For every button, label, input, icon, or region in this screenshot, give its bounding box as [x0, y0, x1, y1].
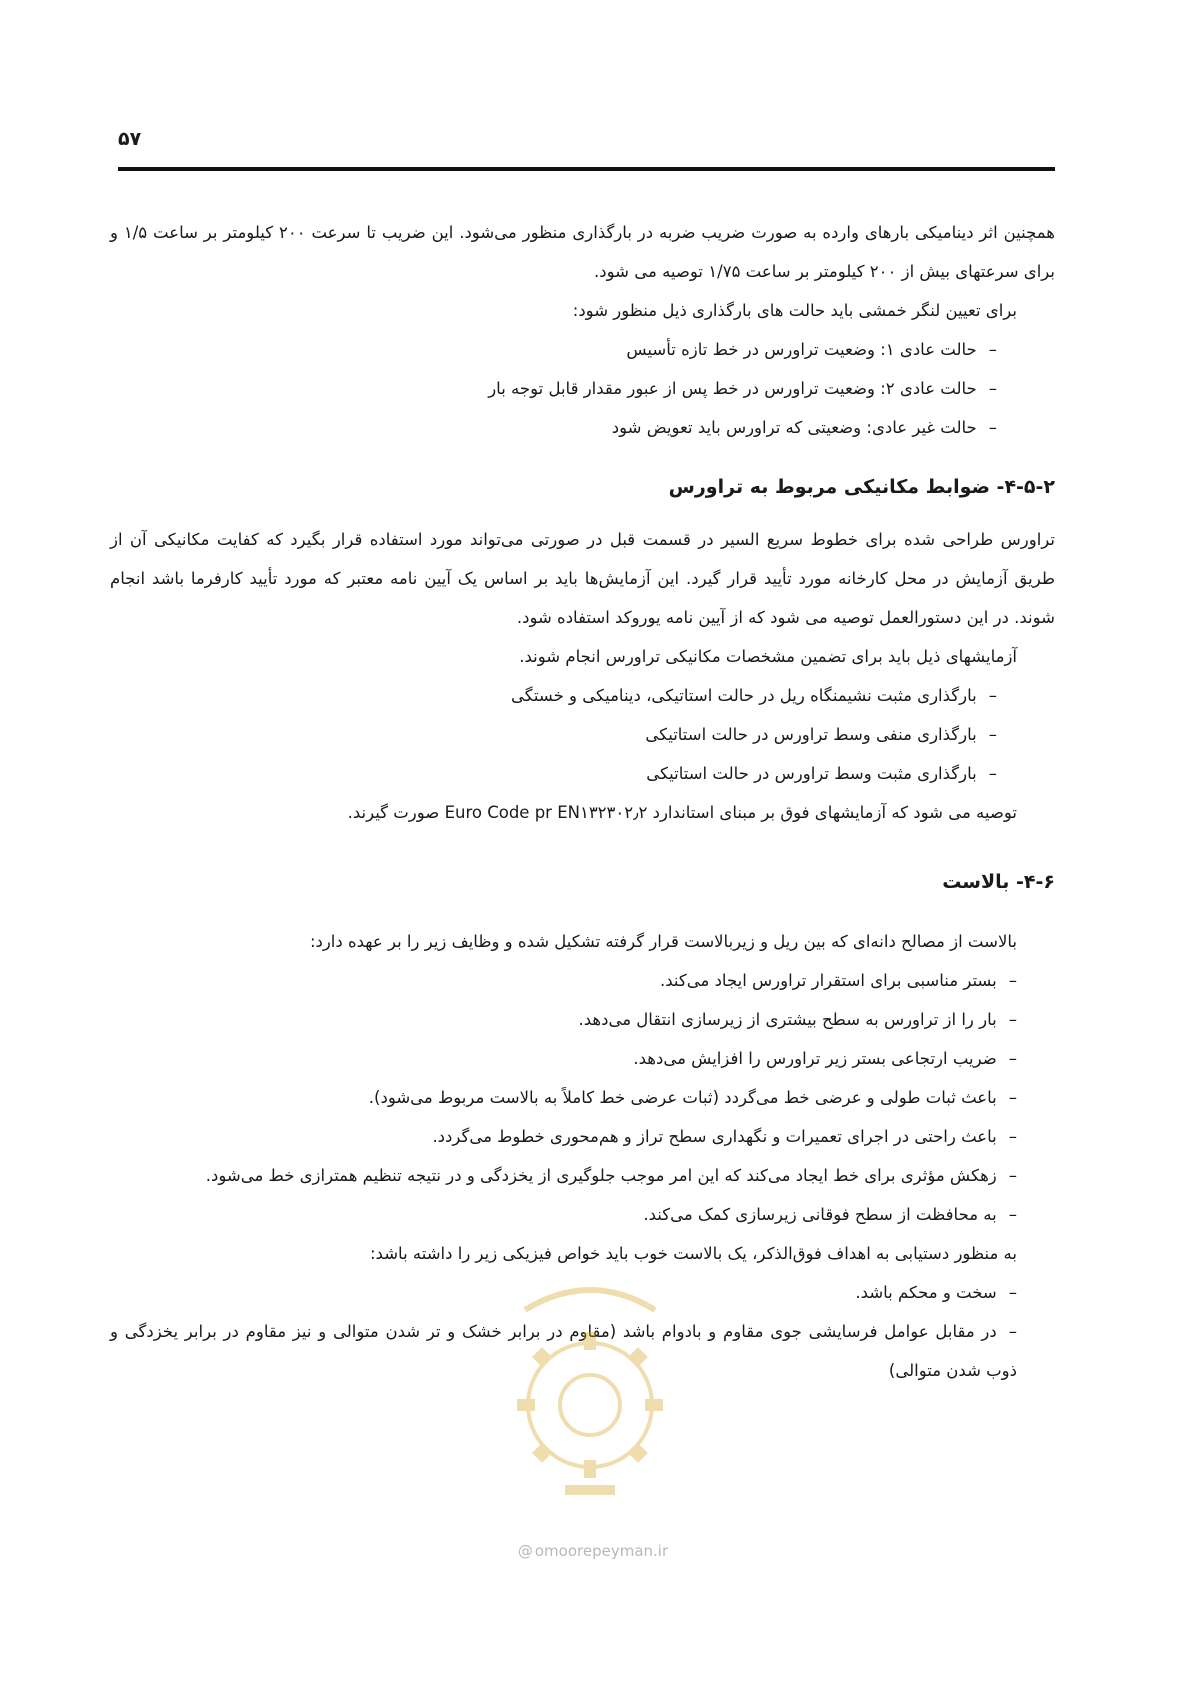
list-item: –بارگذاری مثبت نشیمنگاه ریل در حالت استاتیکی، دینامیکی و خستگی: [110, 676, 1055, 715]
list-item: –بارگذاری مثبت وسط تراورس در حالت استاتیکی: [110, 754, 1055, 793]
list-item: –حالت غیر عادی: وضعیتی که تراورس باید تعویض شود: [110, 408, 1055, 447]
paragraph-dynamic-effect: همچنین اثر دینامیکی بارهای وارده به صورت ضریب ضربه در بارگذاری منظور می‌شود. این ضریب تا سرعت ۲۰۰ کیلومتر بر ساعت ۱/۵ و برای سرعتهای بیش از ۲۰۰ کیلومتر بر ساعت ۱/۷۵ توصیه می شود.: [110, 223, 1055, 281]
dash-marker: –: [988, 686, 997, 705]
dash-marker: –: [988, 764, 997, 783]
ballast-properties-list: [110, 1273, 1055, 1390]
paragraph-sleepers-body: تراورس طراحی شده برای خطوط سریع السیر در قسمت قبل در صورتی می‌تواند مورد استفاده قرار بگیرد که کفایت مکانیکی آن از طریق آزمایش در محل کارخانه مورد تأیید قرار گیرد. این آزمایش‌ها باید بر اساس یک آیین نامه معتبر که مورد تأیید کارفرما باشد انجام شوند. در این دستورالعمل توصیه می شود که از آیین نامه یوروکد استفاده شود.: [110, 530, 1055, 627]
dash-marker: –: [988, 725, 997, 744]
page-content: [110, 213, 1055, 1390]
section-heading-sleepers: ۴-۵-۲- ضوابط مکانیکی مربوط به تراورس: [668, 476, 1055, 498]
header-divider: [118, 167, 1055, 171]
load-cases-list: [110, 330, 1055, 447]
list-item: –بارگذاری منفی وسط تراورس در حالت استاتیکی: [110, 715, 1055, 754]
dash-marker: –: [1008, 1127, 1017, 1146]
paragraph-standard-note: توصیه می شود که آزمایشهای فوق بر مبنای استاندارد Euro Code pr EN۱۳۲۳۰۲٫۲ صورت گیرند.: [347, 803, 1017, 822]
dash-marker: –: [988, 340, 997, 359]
watermark-url: @ omoorepeyman.ir: [517, 1542, 669, 1560]
dash-marker: –: [1008, 971, 1017, 990]
paragraph-tests-intro: آزمایشهای ذیل باید برای تضمین مشخصات مکانیکی تراورس انجام شوند.: [519, 647, 1017, 666]
dash-marker: –: [1008, 1322, 1017, 1341]
dash-marker: –: [1008, 1010, 1017, 1029]
list-item: –بستر مناسبی برای استقرار تراورس ایجاد می‌کند.: [110, 961, 1055, 1000]
list-item: –ضریب ارتجاعی بستر زیر تراورس را افزایش می‌دهد.: [110, 1039, 1055, 1078]
section-heading-ballast: ۴-۶- بالاست: [942, 871, 1055, 893]
list-item: –بار را از تراورس به سطح بیشتری از زیرسازی انتقال می‌دهد.: [110, 1000, 1055, 1039]
dash-marker: –: [988, 418, 997, 437]
list-item: –حالت عادی ۲: وضعیت تراورس در خط پس از عبور مقدار قابل توجه بار: [110, 369, 1055, 408]
dash-marker: –: [1008, 1205, 1017, 1224]
dash-marker: –: [1008, 1088, 1017, 1107]
at-icon: @: [517, 1542, 533, 1560]
dash-marker: –: [1008, 1283, 1017, 1302]
list-item: –به محافظت از سطح فوقانی زیرسازی کمک می‌کند.: [110, 1195, 1055, 1234]
dash-marker: –: [1008, 1049, 1017, 1068]
paragraph-ballast-intro: بالاست از مصالح دانه‌ای که بین ریل و زیربالاست قرار گرفته تشکیل شده و وظایف زیر را بر عهده دارد:: [309, 932, 1017, 951]
tests-list: [110, 676, 1055, 793]
page-number: ۵۷: [118, 128, 142, 150]
list-item: –در مقابل عوامل فرسایشی جوی مقاوم و بادوام باشد (مقاوم در برابر خشک و تر شدن متوالی و نیز مقاوم در برابر یخزدگی و ذوب شدن متوالی): [110, 1312, 1055, 1390]
list-item: –باعث ثبات طولی و عرضی خط می‌گردد (ثبات عرضی خط کاملاً به بالاست مربوط می‌شود).: [110, 1078, 1055, 1117]
ballast-duties-list: [110, 961, 1055, 1234]
dash-marker: –: [988, 379, 997, 398]
dash-marker: –: [1008, 1166, 1017, 1185]
list-item: –سخت و محکم باشد.: [110, 1273, 1055, 1312]
paragraph-properties-intro: به منظور دستیابی به اهداف فوق‌الذکر، یک بالاست خوب باید خواص فیزیکی زیر را داشته باشد:: [370, 1244, 1017, 1263]
paragraph-bending-moment-intro: برای تعیین لنگر خمشی باید حالت های بارگذاری ذیل منظور شود:: [572, 301, 1017, 320]
list-item: –زهکش مؤثری برای خط ایجاد می‌کند که این امر موجب جلوگیری از یخزدگی و در نتیجه تنظیم همترازی خط می‌شود.: [110, 1156, 1055, 1195]
list-item: –حالت عادی ۱: وضعیت تراورس در خط تازه تأسیس: [110, 330, 1055, 369]
list-item: –باعث راحتی در اجرای تعمیرات و نگهداری سطح تراز و هم‌محوری خطوط می‌گردد.: [110, 1117, 1055, 1156]
